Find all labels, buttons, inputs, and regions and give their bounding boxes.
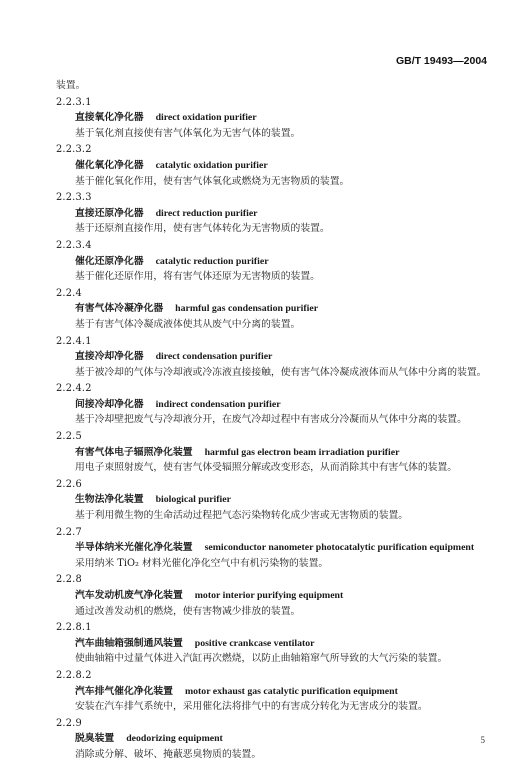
term-heading (56, 256, 496, 268)
standard-code: GB/T 19493—2004 (395, 55, 487, 67)
term-definition: 消除或分解、破坏、掩蔽恶臭物质的装置。 (75, 748, 262, 760)
term-english: positive crankcase ventilator (194, 637, 315, 649)
term-english: harmful gas condensation purifier (175, 303, 319, 315)
clause-number: 2.2.3.3 (56, 192, 92, 204)
term-chinese: 催化还原净化器 (75, 255, 144, 267)
term-definition: 基于被冷却的气体与冷却液或冷冻液直接接触，使有害气体冷凝成液体而从气体中分离的装置。 (75, 366, 487, 378)
term-heading (56, 542, 496, 554)
term-chinese: 直接氧化净化器 (75, 112, 144, 124)
term-heading (56, 686, 496, 698)
term-english: indirect condensation purifier (155, 398, 281, 410)
term-chinese: 汽车排气催化净化装置 (75, 685, 173, 697)
term-definition: 采用纳米 TiO₂ 材料光催化净化空气中有机污染物的装置。 (75, 557, 329, 569)
clause-number: 2.2.8.2 (56, 669, 92, 681)
term-english: direct oxidation purifier (155, 112, 257, 124)
term-definition: 基于氧化剂直接使有害气体氧化为无害气体的装置。 (75, 127, 301, 139)
term-heading (56, 351, 496, 363)
term-chinese: 脱臭装置 (75, 733, 115, 745)
page-number: 5 (480, 735, 485, 745)
clause-number: 2.2.8 (56, 574, 82, 586)
clause-number: 2.2.9 (56, 717, 82, 729)
term-definition: 基于利用微生物的生命活动过程把气态污染物转化成少害或无害物质的装置。 (75, 510, 409, 522)
term-english: motor exhaust gas catalytic purification equipment (184, 685, 398, 697)
term-heading (56, 638, 496, 650)
term-definition: 基于有害气体冷凝成液体使其从废气中分离的装置。 (75, 318, 301, 330)
term-heading (56, 590, 496, 602)
term-english: harmful gas electron beam irradiation purifier (204, 446, 400, 458)
clause-number: 2.2.3.1 (56, 96, 92, 108)
term-english: biological purifier (155, 494, 231, 506)
clause-number: 2.2.4.1 (56, 335, 92, 347)
clause-number: 2.2.4.2 (56, 383, 92, 395)
term-english: semiconductor nanometer photocatalytic purification equipment (204, 542, 475, 554)
term-heading (56, 399, 496, 411)
term-definition: 基于催化氧化作用，使有害气体氧化或燃烧为无害物质的装置。 (75, 175, 350, 187)
term-definition: 用电子束照射废气，使有害气体受辐照分解或改变形态，从而消除其中有害气体的装置。 (75, 462, 458, 474)
term-heading (56, 733, 496, 745)
term-english: direct condensation purifier (155, 351, 273, 363)
term-chinese: 有害气体冷凝净化器 (75, 303, 164, 315)
term-definition: 通过改善发动机的燃烧，使有害物减少排放的装置。 (75, 605, 301, 617)
document-body (56, 80, 496, 761)
clause-number: 2.2.4 (56, 287, 82, 299)
term-english: direct reduction purifier (155, 207, 258, 219)
term-chinese: 有害气体电子辐照净化装置 (75, 446, 193, 458)
term-english: deodorizing equipment (126, 733, 223, 745)
continuation-text: 装置。 (56, 80, 86, 91)
term-chinese: 汽车曲轴箱强制通风装置 (75, 637, 183, 649)
term-english: catalytic oxidation purifier (155, 159, 268, 171)
term-chinese: 汽车发动机废气净化装置 (75, 590, 183, 601)
term-heading (56, 208, 496, 220)
term-chinese: 直接还原净化器 (75, 207, 144, 219)
clause-number: 2.2.3.4 (56, 239, 92, 251)
term-heading (56, 160, 496, 172)
term-heading (56, 494, 496, 506)
term-english: catalytic reduction purifier (155, 255, 269, 267)
term-heading (56, 112, 496, 124)
term-chinese: 生物法净化装置 (75, 494, 144, 506)
term-heading (56, 303, 496, 315)
clause-number: 2.2.8.1 (56, 622, 92, 634)
clause-number: 2.2.5 (56, 431, 82, 443)
term-chinese: 间接冷却净化器 (75, 398, 144, 410)
clause-number: 2.2.3.2 (56, 144, 92, 156)
clause-number: 2.2.7 (56, 526, 82, 538)
term-definition: 基于催化还原作用，将有害气体还原为无害物质的装置。 (75, 271, 320, 283)
term-definition: 基于还原剂直接作用，使有害气体转化为无害物质的装置。 (75, 223, 330, 235)
term-definition: 使曲轴箱中过量气体进入汽缸再次燃烧，以防止曲轴箱窜气所导致的大气污染的装置。 (75, 653, 448, 665)
term-definition: 基于冷却壁把废气与冷却液分开，在废气冷却过程中有害成分冷凝而从气体中分离的装置。 (75, 414, 467, 426)
term-chinese: 催化氧化净化器 (75, 159, 144, 171)
term-heading (56, 447, 496, 459)
term-definition: 安装在汽车排气系统中，采用催化法将排气中的有害成分转化为无害成分的装置。 (75, 701, 428, 713)
term-english: motor interior purifying equipment (194, 590, 344, 601)
term-chinese: 半导体纳米光催化净化装置 (75, 542, 193, 554)
clause-number: 2.2.6 (56, 478, 82, 490)
term-chinese: 直接冷却净化器 (75, 351, 144, 363)
